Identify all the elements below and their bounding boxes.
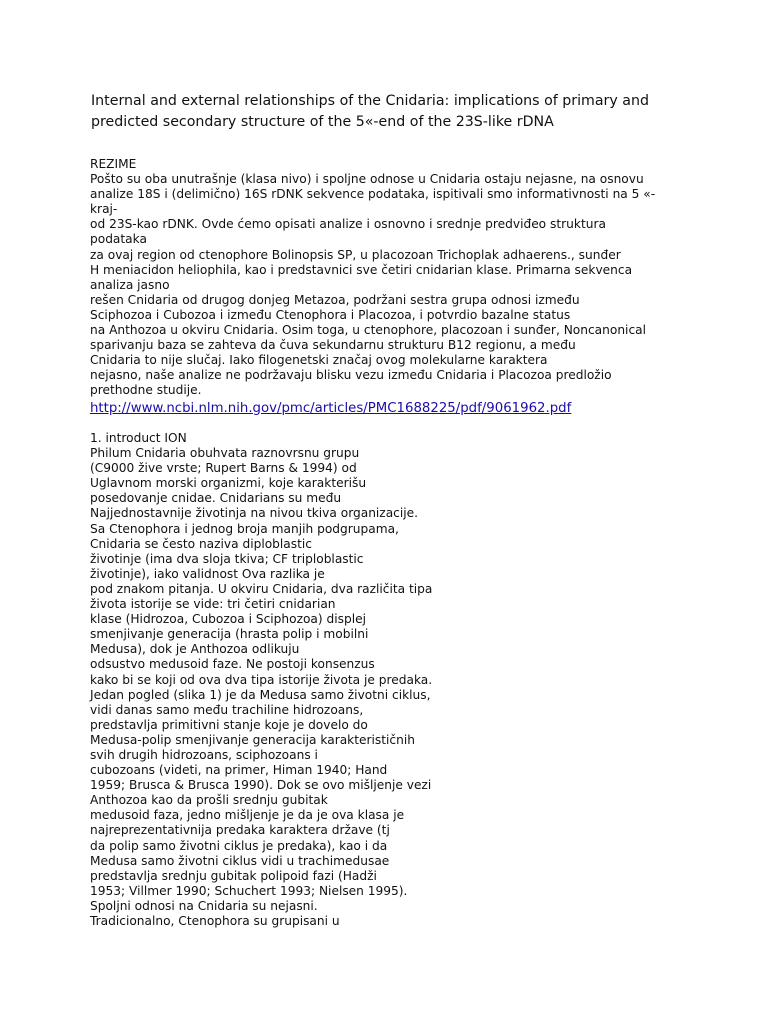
abstract-line: Sciphozoa i Cubozoa i između Ctenophora i Placozoa, i potvrdio bazalne status [90, 307, 571, 322]
abstract-line: Pošto su oba unutrašnje (klasa nivo) i spoljne odnose u Cnidaria ostaju nejasne, na osnovu [90, 172, 644, 187]
abstract-line: analize 18S i (delimično) 16S rDNK sekvence podataka, ispitivali smo informativnosti na 5 «- [90, 187, 656, 202]
body-line: Najjednostavnije životinja na nivou tkiva organizacije. [90, 506, 419, 521]
body-line: Cnidaria se često naziva diploblastic [90, 536, 312, 551]
abstract-line: na Anthozoa u okviru Cnidaria. Osim toga, u ctenophore, placozoan i sunđer, Noncanonical [90, 323, 647, 338]
abstract-line: Cnidaria to nije slučaj. Iako filogenetski značaj ovog molekularne karaktera [90, 353, 548, 368]
body-line: Medusa-polip smenjivanje generacija karakterističnih [90, 732, 415, 747]
body-section [90, 431, 432, 929]
title-line: Internal and external relationships of the Cnidaria: implications of primary and [91, 93, 649, 109]
abstract-line: sparivanju baza se zahteva da čuva sekundarnu strukturu B12 regionu, a među [90, 338, 576, 353]
abstract-line: podataka [90, 232, 147, 247]
body-line: predstavlja primitivni stanje koje je dovelo do [90, 717, 368, 732]
abstract-line: za ovaj region od ctenophore Bolinopsis SP, u placozoan Trichoplak adhaerens., sunđer [90, 247, 621, 262]
body-line: Medusa samo životni ciklus vidi u trachimedusae [90, 853, 390, 868]
body-line: života istorije se vide: tri četiri cnidarian [90, 597, 336, 612]
body-line: Anthozoa kao da prošli srednju gubitak [90, 793, 328, 808]
abstract-line: kraj- [90, 202, 118, 217]
abstract-heading: REZIME [90, 157, 137, 171]
document-title [91, 91, 731, 132]
title-line: predicted secondary structure of the 5«-end of the 23S-like rDNA [91, 113, 554, 130]
body-line: najreprezentativnija predaka karaktera države (tj [90, 823, 390, 838]
abstract-line: prethodne studije. [90, 383, 202, 398]
abstract-line: H meniacidon heliophila, kao i predstavnici sve četiri cnidarian klase. Primarna sekvenca [90, 262, 633, 277]
body-line: da polip samo životni ciklus je predaka), kao i da [90, 838, 388, 853]
body-line: klase (Hidrozoa, Cubozoa i Sciphozoa) displej [90, 612, 366, 627]
body-line: medusoid faza, jedno mišljenje je da je ova klasa je [90, 808, 405, 823]
body-line: 1959; Brusca & Brusca 1990). Dok se ovo mišljenje vezi [90, 778, 432, 793]
body-line: Philum Cnidaria obuhvata raznovrsnu grupu [90, 446, 360, 461]
section-heading: 1. introduct ION [90, 431, 187, 445]
abstract-line: od 23S-kao rDNK. Ovde ćemo opisati analize i osnovno i srednje predviđeo struktura [90, 217, 606, 232]
body-line: Jedan pogled (slika 1) je da Medusa samo životni ciklus, [90, 687, 431, 702]
body-line: odsustvo medusoid faze. Ne postoji konsenzus [90, 657, 375, 672]
body-line: Uglavnom morski organizmi, koje karakterišu [90, 476, 367, 491]
body-line: 1953; Villmer 1990; Schuchert 1993; Nielsen 1995). [90, 883, 408, 898]
body-line: Medusa), dok je Anthozoa odlikuju [90, 642, 300, 657]
abstract-line: analiza jasno [90, 277, 170, 292]
body-line: predstavlja srednju gubitak polipoid fazi (Hadži [90, 868, 377, 883]
body-line: cubozoans (videti, na primer, Himan 1940; Hand [90, 763, 388, 778]
body-line: posedovanje cnidae. Cnidarians su među [90, 491, 342, 506]
body-line: (C9000 žive vrste; Rupert Barns & 1994) od [90, 461, 357, 476]
body-line: životinje), iako validnost Ova razlika je [90, 566, 325, 581]
body-line: smenjivanje generacija (hrasta polip i mobilni [90, 627, 369, 642]
body-line: životinje (ima dva sloja tkiva; CF triploblastic [90, 551, 364, 566]
body-line: Tradicionalno, Ctenophora su grupisani u [90, 914, 340, 928]
body-line: Sa Ctenophora i jednog broja manjih podgrupama, [90, 521, 399, 536]
body-line: kako bi se koji od ova dva tipa istorije života je predaka. [90, 672, 433, 687]
body-line: pod znakom pitanja. U okviru Cnidaria, dva različita tipa [90, 581, 433, 596]
abstract-line: nejasno, naše analize ne podržavaju blisku vezu između Cnidaria i Placozoa predložio [90, 368, 612, 383]
body-line: vidi danas samo među trachiline hidrozoans, [90, 702, 364, 717]
source-link[interactable]: http://www.ncbi.nlm.nih.gov/pmc/articles/PMC1688225/pdf/9061962.pdf [90, 400, 572, 416]
body-line: Spoljni odnosi na Cnidaria su nejasni. [90, 898, 318, 913]
abstract-section [90, 157, 655, 417]
body-line: svih drugih hidrozoans, sciphozoans i [90, 747, 318, 762]
abstract-line: rešen Cnidaria od drugog donjeg Metazoa, podržani sestra grupa odnosi između [90, 292, 580, 307]
